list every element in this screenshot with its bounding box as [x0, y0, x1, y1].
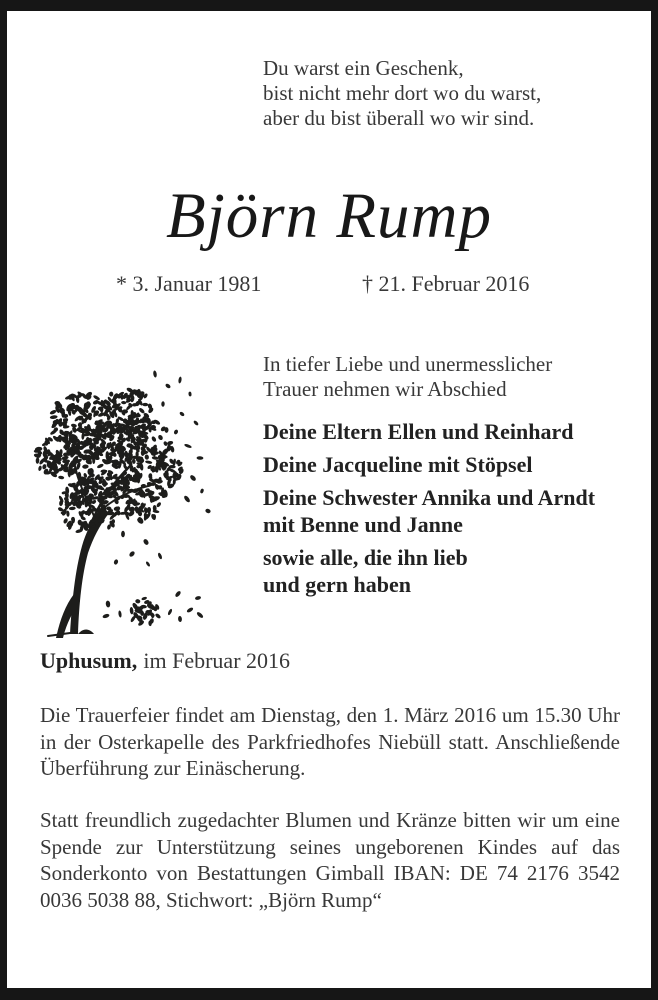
memorial-quote: [263, 56, 541, 131]
place-name: Uphusum,: [40, 648, 138, 673]
farewell-intro: [263, 352, 552, 402]
death-date: † 21. Februar 2016: [362, 271, 530, 296]
mourner-line: und gern haben: [263, 572, 411, 597]
mourner-line: sowie alle, die ihn lieb: [263, 545, 468, 570]
mourner-list: [263, 418, 595, 598]
notice-date: im Februar 2016: [143, 648, 291, 673]
memorial-quote-line: aber du bist überall wo wir sind.: [263, 106, 535, 130]
funeral-service-info: Die Trauerfeier findet am Dienstag, den 1. März 2016 um 15.30 Uhr in der Osterkapelle des Parkfriedhofes Niebüll statt. Anschließende Überführung zur Einäscherung.: [40, 703, 620, 780]
farewell-intro-line: In tiefer Liebe und unermesslicher: [263, 352, 553, 376]
memorial-quote-line: bist nicht mehr dort wo du warst,: [263, 81, 542, 105]
donation-request-info: Statt freundlich zugedachter Blumen und Kränze bitten wir um eine Spende zur Unterstützung seines ungeborenen Kindes auf das Sonderkonto von Bestattungen Gimball IBAN: DE 74 2176 3542 0036 5038 88, Stichwort: „Björn Rump“: [40, 808, 620, 912]
place-and-date-line: [40, 648, 290, 674]
deceased-name: Björn Rump: [166, 180, 492, 252]
memorial-quote-line: Du warst ein Geschenk,: [263, 56, 464, 80]
farewell-intro-line: Trauer nehmen wir Abschied: [263, 377, 507, 401]
tree-leaves: [33, 370, 211, 626]
windswept-tree-icon: [30, 366, 220, 646]
mourner-line: Deine Schwester Annika und Arndt: [263, 485, 596, 510]
mourner-line: Deine Eltern Ellen und Reinhard: [263, 419, 574, 444]
mourner-line: mit Benne und Janne: [263, 512, 463, 537]
mourner-line: Deine Jacqueline mit Stöpsel: [263, 452, 533, 477]
birth-date: * 3. Januar 1981: [116, 271, 262, 296]
